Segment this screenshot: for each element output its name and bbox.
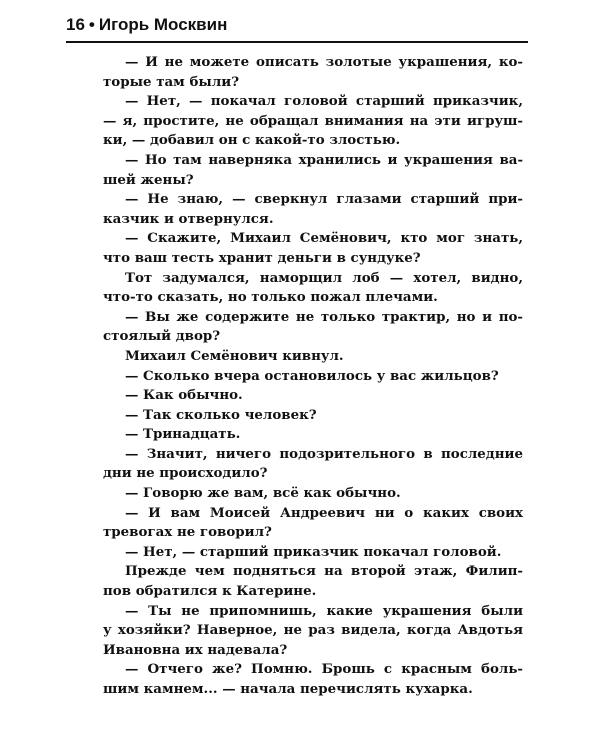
text-line: — Как обычно. — [125, 387, 243, 404]
text-line: ки, — добавил он с какой-то злостью. — [103, 132, 401, 149]
text-line: — Нет, — покачал головой старший приказчик, — [125, 93, 523, 110]
text-line: дни не происходило? — [103, 465, 268, 482]
body-text — [103, 53, 523, 700]
text-line: — Не знаю, — сверкнул глазами старший при- — [125, 191, 523, 208]
text-line: — И не можете описать золотые украшения, ко- — [125, 54, 523, 70]
header-separator: • — [88, 15, 95, 34]
text-line: шим камнем... — начала перечислять кухарка. — [103, 681, 473, 697]
text-line: стоялый двор? — [103, 328, 221, 345]
text-line: — Значит, ничего подозрительного в последние — [125, 445, 523, 462]
text-line: — Вы же содержите не только трактир, но и по- — [125, 308, 523, 325]
text-line: — Нет, — старший приказчик покачал головой. — [125, 543, 502, 560]
text-line: торые там были? — [103, 73, 240, 90]
text-line: — Скажите, Михаил Семёнович, кто мог знать, — [125, 230, 523, 247]
text-line: Тот задумался, наморщил лоб — хотел, видно, — [125, 269, 523, 286]
text-line: у хозяйки? Наверное, не раз видела, когда Авдотья — [103, 622, 523, 639]
text-line: — И вам Моисей Андреевич ни о каких своих — [125, 504, 523, 521]
text-line: — Так сколько человек? — [125, 406, 317, 423]
author-name: Игорь Москвин — [98, 15, 228, 34]
text-line: — Но там наверняка хранились и украшения ва- — [125, 151, 523, 168]
text-line: — Говорю же вам, всё как обычно. — [125, 485, 401, 502]
text-line: шей жены? — [103, 171, 194, 188]
text-line: — я, простите, не обращал внимания на эти игруш- — [103, 112, 523, 129]
text-line: Михаил Семёнович кивнул. — [125, 347, 344, 364]
text-line: Прежде чем подняться на второй этаж, Филип- — [125, 563, 523, 580]
header-rule — [66, 41, 528, 43]
text-line: — Отчего же? Помню. Брошь с красным боль- — [125, 661, 523, 678]
text-line: что ваш тесть хранит деньги в сундуке? — [103, 249, 421, 266]
running-head — [66, 14, 530, 36]
text-line: — Ты не припомнишь, какие украшения были — [125, 602, 523, 619]
text-line: пов обратился к Катерине. — [103, 583, 317, 600]
text-line: что-то сказать, но только пожал плечами. — [103, 289, 438, 306]
text-line: Ивановна их надевала? — [103, 641, 288, 658]
text-line: — Тринадцать. — [125, 426, 241, 443]
page-number: 16 — [66, 15, 85, 34]
text-line: — Сколько вчера остановилось у вас жильцов? — [125, 367, 499, 384]
text-line: тревогах не говорил? — [103, 524, 272, 541]
text-line: казчик и отвернулся. — [103, 210, 274, 227]
